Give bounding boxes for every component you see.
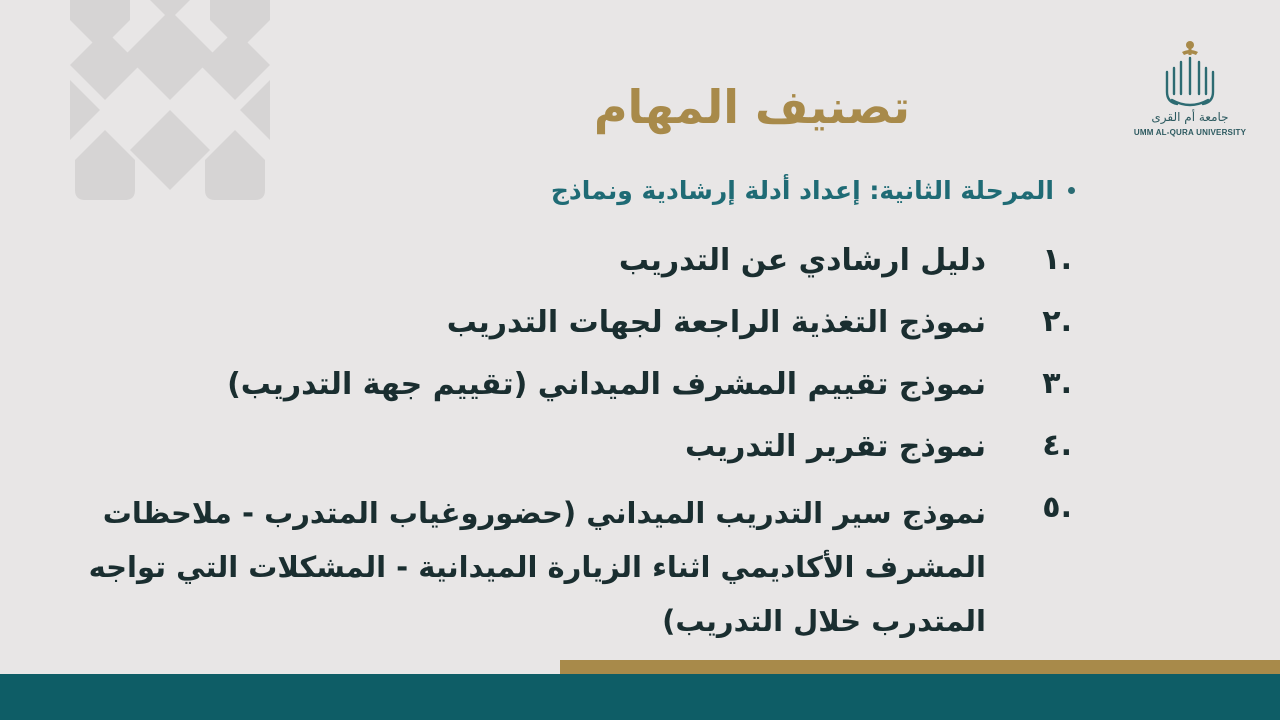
list-item-number: .١: [1042, 242, 1072, 277]
geometric-pattern-icon: [70, 0, 270, 200]
list-item-text: نموذج تقرير التدريب: [685, 429, 986, 464]
list-item: [0, 238, 1280, 300]
list-item: [0, 486, 1280, 638]
university-emblem-icon: [1162, 38, 1218, 108]
list-item: [0, 424, 1280, 486]
tasks-list: [0, 238, 1280, 638]
list-item: [0, 362, 1280, 424]
slide-title: تصنيف المهام: [593, 80, 910, 134]
teal-footer-bar: [0, 674, 1280, 720]
university-logo: [1125, 38, 1255, 143]
list-item-number: .٤: [1042, 428, 1072, 463]
subtitle-bullet: [551, 176, 1075, 205]
list-item-text: نموذج التغذية الراجعة لجهات التدريب: [446, 305, 986, 340]
list-item-text: نموذج سير التدريب الميداني (حضوروغياب المتدرب - ملاحظات المشرف الأكاديمي اثناء الزيارة الميدانية - المشكلات التي تواجه المتدرب خلال التدريب): [88, 496, 986, 638]
logo-arabic-name: جامعة أم القرى: [1151, 110, 1229, 124]
list-item-text: دليل ارشادي عن التدريب: [618, 243, 986, 278]
list-item-number: .٣: [1042, 366, 1072, 401]
logo-english-name: UMM AL-QURA UNIVERSITY: [1133, 128, 1247, 137]
list-item-number: .٢: [1042, 304, 1072, 339]
bullet-dot-icon: [1068, 187, 1075, 194]
slide-subtitle: المرحلة الثانية: إعداد أدلة إرشادية ونماذج: [550, 176, 1054, 205]
list-item: [0, 300, 1280, 362]
list-item-number: .٥: [1042, 490, 1072, 525]
list-item-text: نموذج تقييم المشرف الميداني (تقييم جهة التدريب): [227, 367, 986, 402]
